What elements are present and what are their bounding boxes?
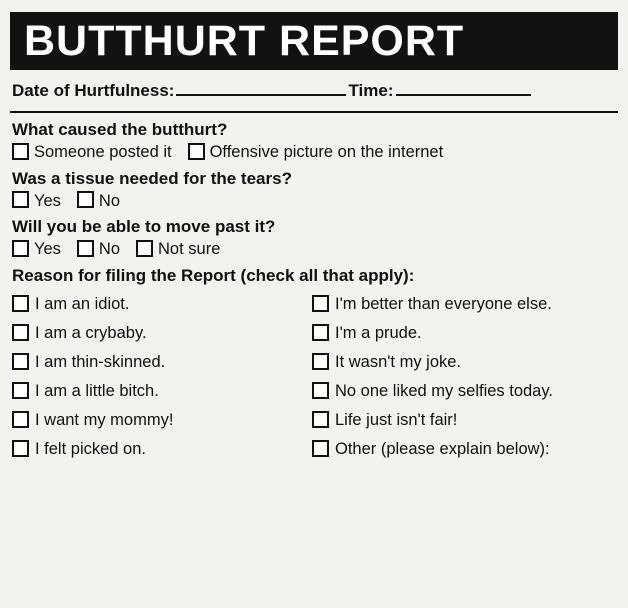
checkbox-icon[interactable]	[12, 440, 29, 457]
checkbox-option-prude[interactable]	[312, 318, 612, 347]
option-label: Life just isn't fair!	[335, 411, 458, 429]
checkbox-icon[interactable]	[12, 411, 29, 428]
time-input-blank[interactable]	[396, 80, 531, 96]
option-label: No	[98, 240, 121, 259]
checkbox-icon[interactable]	[136, 240, 153, 257]
checkbox-icon[interactable]	[312, 295, 329, 312]
checkbox-option-thin-skinned[interactable]	[12, 347, 312, 376]
checkbox-option-tissue-yes[interactable]	[12, 191, 61, 208]
question-cause-options	[12, 143, 618, 160]
reason-column-right	[312, 289, 612, 463]
reason-column-left	[12, 289, 312, 463]
option-label: It wasn't my joke.	[335, 353, 462, 371]
option-label: I'm better than everyone else.	[335, 295, 552, 313]
question-tissue-options	[12, 191, 618, 208]
question-move-past-options	[12, 240, 618, 257]
checkbox-icon[interactable]	[188, 143, 205, 160]
option-label: I'm a prude.	[335, 324, 422, 342]
checkbox-icon[interactable]	[12, 143, 29, 160]
checkbox-icon[interactable]	[12, 382, 29, 399]
date-label: Date of Hurtfulness:	[12, 81, 175, 100]
checkbox-option-move-past-no[interactable]	[77, 240, 120, 257]
option-label: Not sure	[158, 240, 221, 259]
option-label: Someone posted it	[34, 142, 172, 161]
checkbox-option-offensive-picture[interactable]	[188, 143, 444, 160]
checkbox-option-no-one-liked-selfies[interactable]	[312, 376, 612, 405]
option-label: Offensive picture on the internet	[209, 142, 444, 161]
divider	[10, 111, 618, 113]
option-label: Other (please explain below):	[335, 440, 550, 458]
time-label: Time:	[348, 81, 394, 100]
question-reason-options	[12, 289, 618, 463]
option-label: I am an idiot.	[35, 295, 130, 313]
date-input-blank[interactable]	[176, 80, 346, 96]
option-label: Yes	[34, 191, 61, 210]
checkbox-icon[interactable]	[312, 353, 329, 370]
checkbox-option-someone-posted-it[interactable]	[12, 143, 172, 160]
option-label: No one liked my selfies today.	[335, 382, 553, 400]
option-label: No	[98, 191, 121, 210]
question-cause-label: What caused the butthurt?	[12, 120, 228, 139]
option-label: I am a crybaby.	[35, 324, 147, 342]
checkbox-icon[interactable]	[312, 440, 329, 457]
checkbox-option-little-bitch[interactable]	[12, 376, 312, 405]
question-reason-label: Reason for filing the Report (check all that apply):	[12, 266, 415, 286]
checkbox-icon[interactable]	[77, 191, 94, 208]
checkbox-option-not-my-joke[interactable]	[312, 347, 612, 376]
question-move-past-label: Will you be able to move past it?	[12, 217, 276, 237]
checkbox-icon[interactable]	[12, 353, 29, 370]
option-label: I felt picked on.	[35, 440, 146, 458]
checkbox-option-better-than-everyone[interactable]	[312, 289, 612, 318]
checkbox-icon[interactable]	[312, 382, 329, 399]
page-title: BUTTHURT REPORT	[24, 16, 465, 65]
date-time-row	[12, 80, 618, 101]
checkbox-option-idiot[interactable]	[12, 289, 312, 318]
form-title-bar	[10, 12, 618, 70]
question-tissue-label: Was a tissue needed for the tears?	[12, 168, 292, 188]
checkbox-icon[interactable]	[12, 324, 29, 341]
checkbox-icon[interactable]	[12, 191, 29, 208]
checkbox-option-picked-on[interactable]	[12, 434, 312, 463]
checkbox-option-want-mommy[interactable]	[12, 405, 312, 434]
checkbox-icon[interactable]	[77, 240, 94, 257]
option-label: I want my mommy!	[35, 411, 174, 429]
checkbox-option-life-not-fair[interactable]	[312, 405, 612, 434]
option-label: I am a little bitch.	[35, 382, 159, 400]
checkbox-icon[interactable]	[312, 411, 329, 428]
option-label: I am thin-skinned.	[35, 353, 166, 371]
option-label: Yes	[34, 240, 61, 259]
checkbox-icon[interactable]	[312, 324, 329, 341]
checkbox-icon[interactable]	[12, 295, 29, 312]
checkbox-option-other[interactable]	[312, 434, 612, 463]
checkbox-option-tissue-no[interactable]	[77, 191, 120, 208]
checkbox-icon[interactable]	[12, 240, 29, 257]
checkbox-option-move-past-not-sure[interactable]	[136, 240, 220, 257]
checkbox-option-crybaby[interactable]	[12, 318, 312, 347]
checkbox-option-move-past-yes[interactable]	[12, 240, 61, 257]
